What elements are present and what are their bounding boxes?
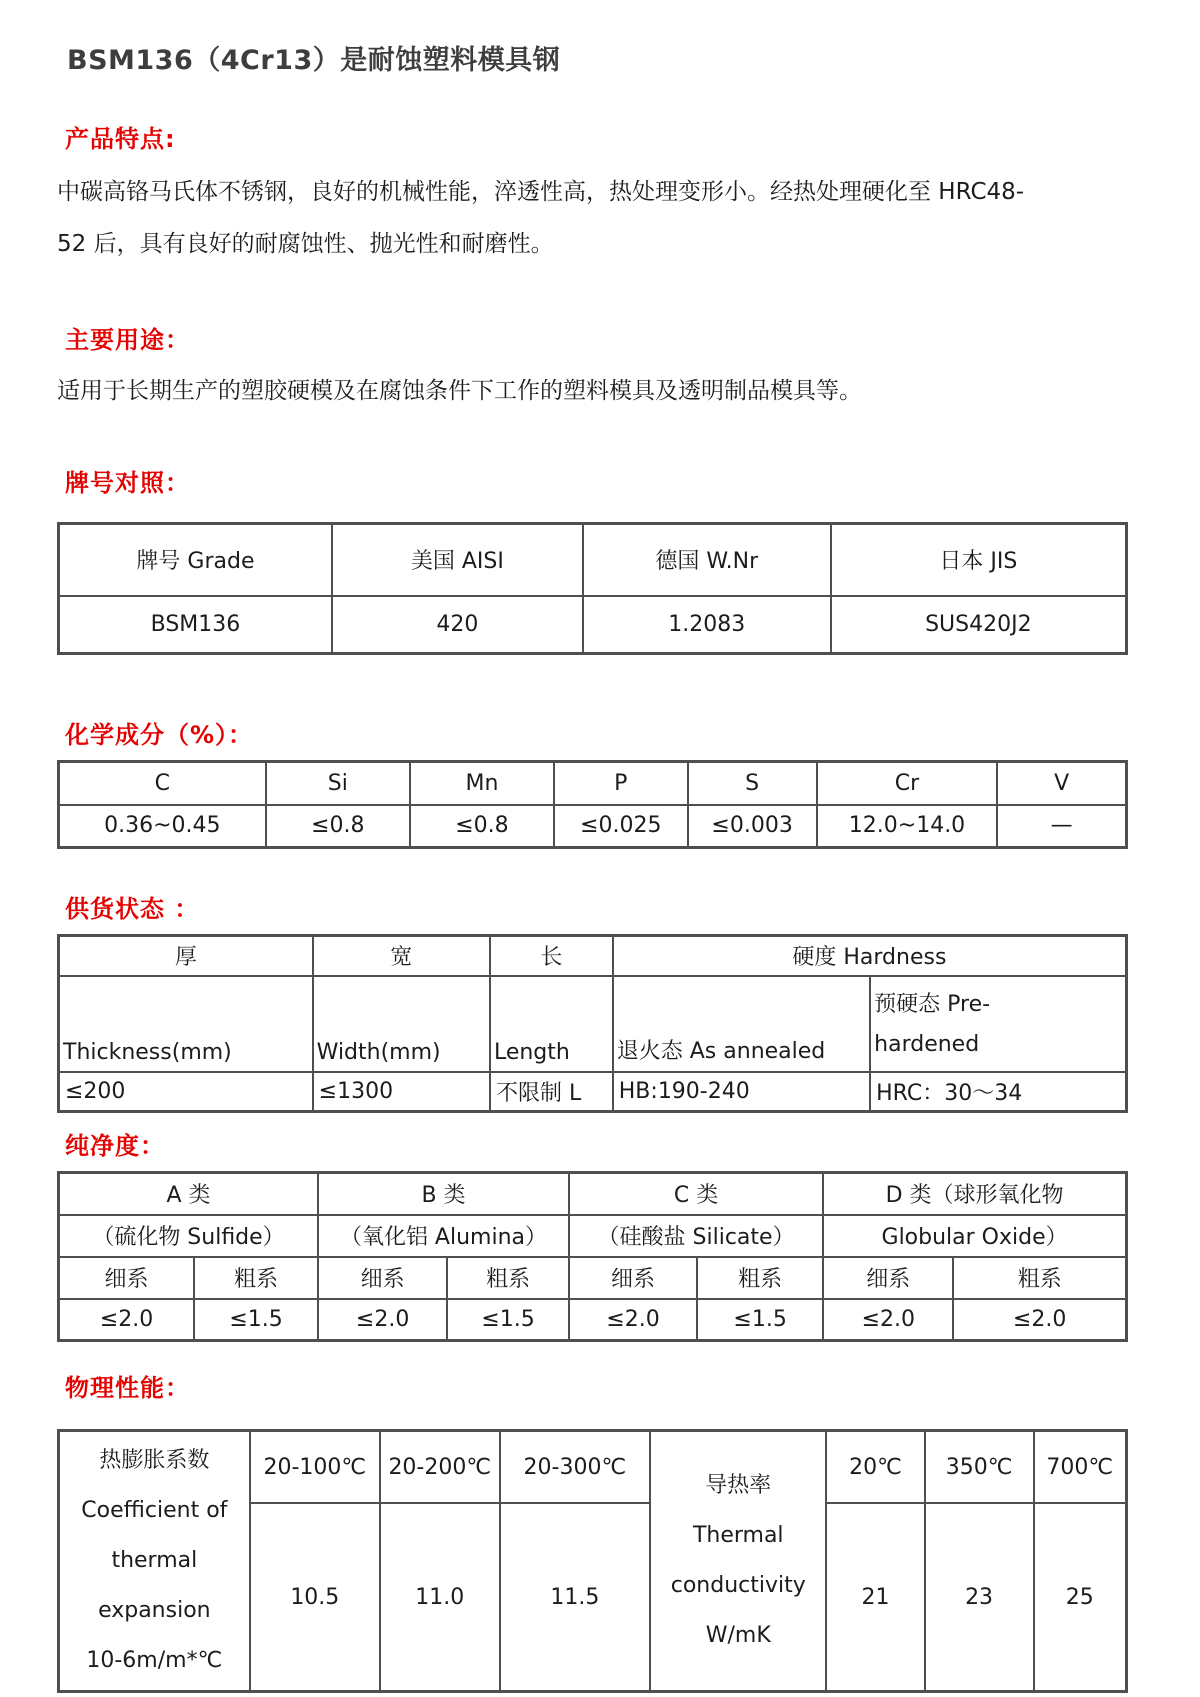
supply-subheader-cell bbox=[870, 976, 1126, 1072]
conductivity-label-cell bbox=[650, 1431, 826, 1692]
expansion-temp-header-cell: 20-100℃ bbox=[250, 1431, 380, 1504]
table-row bbox=[59, 762, 1127, 805]
grade-header-cell: 美国 AISI bbox=[332, 524, 583, 596]
supply-subheader-cell: Thickness(mm) bbox=[59, 976, 313, 1072]
chem-value-cell: 12.0~14.0 bbox=[817, 805, 997, 848]
supply-value-cell: 不限制 L bbox=[490, 1072, 613, 1112]
grade-value-cell: BSM136 bbox=[59, 596, 332, 654]
purity-value-cell: ≤1.5 bbox=[447, 1299, 569, 1341]
table-row bbox=[59, 1173, 1127, 1215]
chem-header-cell: Mn bbox=[410, 762, 554, 805]
purity-value-cell: ≤2.0 bbox=[953, 1299, 1126, 1341]
grade-comparison-heading: 牌号对照： bbox=[65, 469, 190, 497]
supply-subheader-cell: 退火态 As annealed bbox=[613, 976, 870, 1072]
purity-value-cell: ≤2.0 bbox=[318, 1299, 447, 1341]
table-row bbox=[59, 1215, 1127, 1257]
grade-value-cell: 420 bbox=[332, 596, 583, 654]
chem-header-cell: P bbox=[554, 762, 688, 805]
uses-paragraph: 适用于长期生产的塑胶硬模及在腐蚀条件下工作的塑料模具及透明制品模具等。 bbox=[57, 378, 862, 404]
features-paragraph: 中碳高铬马氏体不锈钢，良好的机械性能，淬透性高，热处理变形小。经热处理硬化至 HRC48-52 后，具有良好的耐腐蚀性、抛光性和耐磨性。 bbox=[57, 179, 1025, 257]
chem-value-cell: ≤0.003 bbox=[688, 805, 817, 848]
conductivity-label-line: Thermal bbox=[692, 1523, 784, 1548]
purity-series-header-cell: 细系 bbox=[318, 1257, 447, 1299]
supply-subheader-text: 预硬态 Pre-hardened bbox=[874, 991, 991, 1057]
page-title: BSM136（4Cr13）是耐蚀塑料模具钢 bbox=[67, 45, 561, 76]
chemical-composition-heading: 化学成分（%）： bbox=[65, 721, 254, 749]
expansion-label-line: Coefficient of bbox=[81, 1498, 228, 1523]
chem-value-cell: — bbox=[997, 805, 1126, 848]
table-row bbox=[59, 1257, 1127, 1299]
supply-subheader-cell: Width(mm) bbox=[313, 976, 490, 1072]
table-row bbox=[59, 1431, 1127, 1504]
supply-header-cell: 硬度 Hardness bbox=[613, 936, 1127, 976]
purity-series-header-cell: 粗系 bbox=[697, 1257, 823, 1299]
purity-series-header-cell: 细系 bbox=[823, 1257, 953, 1299]
purity-class-subtitle-cell: （硅酸盐 Silicate） bbox=[569, 1215, 823, 1257]
purity-class-subtitle-cell: （硫化物 Sulfide） bbox=[59, 1215, 319, 1257]
conductivity-temp-header-cell: 350℃ bbox=[925, 1431, 1034, 1504]
expansion-value-cell: 11.0 bbox=[380, 1503, 500, 1691]
physical-properties-table bbox=[57, 1429, 1128, 1693]
purity-series-header-cell: 细系 bbox=[59, 1257, 195, 1299]
purity-value-cell: ≤1.5 bbox=[697, 1299, 823, 1341]
purity-value-cell: ≤2.0 bbox=[59, 1299, 195, 1341]
grade-header-cell: 日本 JIS bbox=[831, 524, 1127, 596]
table-row bbox=[59, 1299, 1127, 1341]
table-row bbox=[59, 1072, 1127, 1112]
table-row bbox=[59, 805, 1127, 848]
conductivity-value-cell: 23 bbox=[925, 1503, 1034, 1691]
chem-header-cell: Cr bbox=[817, 762, 997, 805]
supply-state-heading: 供货状态 ： bbox=[65, 895, 200, 923]
chem-value-cell: ≤0.8 bbox=[410, 805, 554, 848]
expansion-label-line: thermal bbox=[111, 1548, 198, 1573]
grade-comparison-table bbox=[57, 522, 1128, 655]
chem-header-cell: C bbox=[59, 762, 266, 805]
chem-value-cell: ≤0.8 bbox=[266, 805, 410, 848]
purity-class-subtitle-cell: （氧化铝 Alumina） bbox=[318, 1215, 569, 1257]
purity-table bbox=[57, 1171, 1128, 1342]
grade-header-cell: 德国 W.Nr bbox=[583, 524, 831, 596]
expansion-label-cell bbox=[59, 1431, 250, 1692]
conductivity-label-line: conductivity bbox=[670, 1573, 806, 1598]
conductivity-temp-header-cell: 20℃ bbox=[826, 1431, 924, 1504]
purity-class-cell: A 类 bbox=[59, 1173, 319, 1215]
supply-header-cell: 长 bbox=[490, 936, 613, 976]
chem-header-cell: V bbox=[997, 762, 1126, 805]
features-heading: 产品特点: bbox=[65, 125, 176, 153]
expansion-label-line: 热膨胀系数 bbox=[99, 1448, 210, 1473]
uses-heading: 主要用途： bbox=[65, 326, 190, 354]
grade-value-cell: 1.2083 bbox=[583, 596, 831, 654]
purity-class-cell: D 类（球形氧化物 bbox=[823, 1173, 1126, 1215]
purity-value-cell: ≤1.5 bbox=[194, 1299, 318, 1341]
purity-class-cell: B 类 bbox=[318, 1173, 569, 1215]
table-row bbox=[59, 596, 1127, 654]
expansion-label-line: 10-6m/m*℃ bbox=[86, 1648, 223, 1673]
expansion-value-cell: 10.5 bbox=[250, 1503, 380, 1691]
purity-series-header-cell: 粗系 bbox=[194, 1257, 318, 1299]
expansion-temp-header-cell: 20-300℃ bbox=[500, 1431, 651, 1504]
supply-value-cell: ≤200 bbox=[59, 1072, 313, 1112]
supply-value-cell: ≤1300 bbox=[313, 1072, 490, 1112]
supply-header-cell: 厚 bbox=[59, 936, 313, 976]
table-row bbox=[59, 936, 1127, 976]
conductivity-label-line: W/mK bbox=[705, 1623, 771, 1648]
supply-state-table bbox=[57, 934, 1128, 1113]
chem-value-cell: 0.36~0.45 bbox=[59, 805, 266, 848]
purity-class-cell: C 类 bbox=[569, 1173, 823, 1215]
purity-value-cell: ≤2.0 bbox=[569, 1299, 697, 1341]
purity-series-header-cell: 粗系 bbox=[953, 1257, 1126, 1299]
conductivity-temp-header-cell: 700℃ bbox=[1034, 1431, 1127, 1504]
table-row bbox=[59, 976, 1127, 1072]
grade-value-cell: SUS420J2 bbox=[831, 596, 1127, 654]
purity-heading: 纯净度： bbox=[65, 1132, 165, 1160]
conductivity-value-cell: 25 bbox=[1034, 1503, 1127, 1691]
supply-header-cell: 宽 bbox=[313, 936, 490, 976]
expansion-label-line: expansion bbox=[98, 1598, 211, 1623]
supply-value-cell: HRC：30～34 bbox=[870, 1072, 1126, 1112]
expansion-value-cell: 11.5 bbox=[500, 1503, 651, 1691]
purity-class-subtitle-cell: Globular Oxide） bbox=[823, 1215, 1126, 1257]
conductivity-value-cell: 21 bbox=[826, 1503, 924, 1691]
purity-series-header-cell: 粗系 bbox=[447, 1257, 569, 1299]
expansion-temp-header-cell: 20-200℃ bbox=[380, 1431, 500, 1504]
table-row bbox=[59, 524, 1127, 596]
chem-header-cell: S bbox=[688, 762, 817, 805]
conductivity-label-line: 导热率 bbox=[705, 1473, 772, 1498]
chemical-composition-table bbox=[57, 760, 1128, 849]
chem-header-cell: Si bbox=[266, 762, 410, 805]
purity-value-cell: ≤2.0 bbox=[823, 1299, 953, 1341]
physical-properties-heading: 物理性能： bbox=[65, 1374, 190, 1402]
supply-value-cell: HB:190-240 bbox=[613, 1072, 870, 1112]
purity-series-header-cell: 细系 bbox=[569, 1257, 697, 1299]
grade-header-cell: 牌号 Grade bbox=[59, 524, 332, 596]
chem-value-cell: ≤0.025 bbox=[554, 805, 688, 848]
supply-subheader-cell: Length bbox=[490, 976, 613, 1072]
